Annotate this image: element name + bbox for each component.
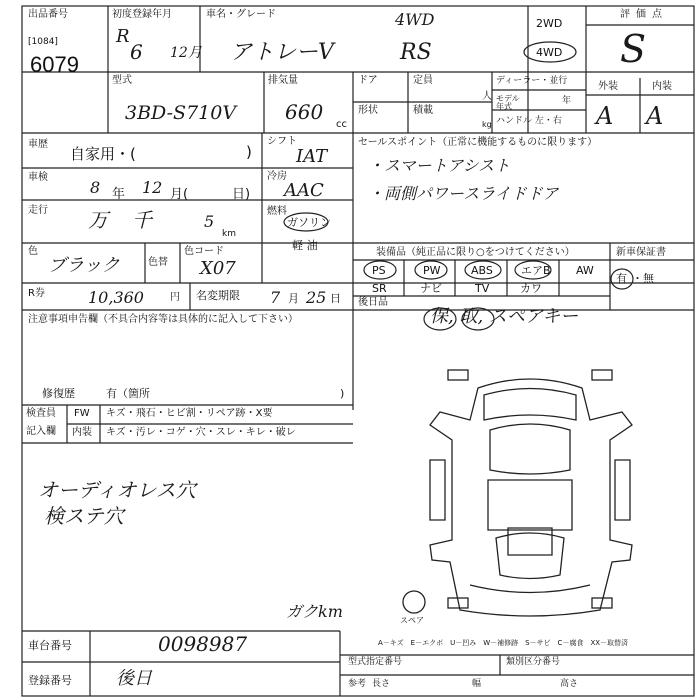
- sales-point-1: ・スマートアシスト: [368, 156, 511, 175]
- drive-2wd: 2WD: [536, 17, 563, 30]
- month-char: 月(: [170, 187, 189, 202]
- sales-label: セールスポイント（正常に機能するものに限ります）: [358, 137, 598, 148]
- reg-label: 登録番号: [28, 674, 72, 687]
- capacity-label: 定員: [413, 75, 433, 86]
- height-label: 高さ: [560, 679, 579, 689]
- day2-char: 日: [330, 292, 341, 305]
- history-label: 車歴: [28, 139, 48, 150]
- equip-leather: カワ: [520, 282, 542, 295]
- mileage-label: 走行: [28, 205, 48, 216]
- day-char: 日): [232, 187, 251, 202]
- inspector-note-2: 検ステ穴: [44, 504, 124, 528]
- ac-label: 冷房: [267, 171, 287, 182]
- equipment-label: 装備品（純正品に限り○をつけてください）: [376, 247, 575, 258]
- first-reg-label: 初度登録年月: [112, 9, 172, 20]
- inspection-month: 12: [142, 178, 163, 197]
- first-reg-era: R: [116, 26, 130, 47]
- lot-number: 6079: [30, 52, 79, 77]
- equip-pw: PW: [423, 264, 441, 277]
- damage-legend: A－キズ E－エクボ U－凹み W－補修跡 S－サビ C－腐食 XX－取替済: [378, 639, 629, 647]
- handle-label: ハンドル 左・右: [496, 116, 562, 126]
- r-ticket-value: 10,360: [88, 288, 144, 307]
- grade: RS: [400, 40, 432, 65]
- ref-label: 参考: [348, 679, 367, 689]
- car-diagram: [403, 370, 632, 616]
- kg-unit: kg: [482, 120, 492, 129]
- sales-point-2: ・両側パワースライドドア: [368, 184, 559, 203]
- later-label: 後日品: [358, 297, 388, 308]
- fuel-label: 燃料: [267, 206, 287, 217]
- displacement-unit: cc: [336, 119, 347, 130]
- dealer-label: ディーラー・並行: [496, 76, 568, 86]
- first-reg-month: 12月: [170, 45, 202, 61]
- type-label: 型式: [112, 75, 132, 86]
- mileage-km: 5: [204, 212, 215, 231]
- notes-label: 注意事項申告欄（不具合内容等は具体的に記入して下さい）: [28, 314, 298, 325]
- displacement-value: 660: [285, 100, 324, 124]
- width-label: 幅: [472, 679, 482, 689]
- shift-label: シフト: [267, 136, 297, 147]
- reg-value: 後日: [116, 668, 152, 689]
- repair-close: ): [340, 387, 345, 400]
- equip-sr: SR: [372, 282, 387, 295]
- score: S: [620, 27, 647, 71]
- repair-value: 有（箇所: [106, 387, 150, 400]
- exterior-label: 外装: [598, 81, 618, 92]
- type-value: 3BD-S710V: [125, 102, 237, 124]
- ac-value: AAC: [284, 180, 324, 201]
- inspection-label: 車検: [28, 172, 48, 183]
- fuel-diesel: 軽 油: [292, 239, 318, 252]
- interior-check-label: 内装: [72, 427, 92, 438]
- interior-label: 内装: [652, 81, 672, 92]
- history-value: 自家用・(: [70, 145, 136, 163]
- spare-label: スペア: [400, 616, 424, 625]
- fw-items: キズ・飛石・ヒビ割・リペア跡・X要: [106, 408, 273, 419]
- lot-ref: [1084]: [28, 37, 58, 47]
- inspector-label-1: 検査員: [26, 408, 56, 419]
- chassis-label: 車台番号: [28, 639, 72, 652]
- repair-label: 修復歴: [42, 387, 75, 400]
- warranty-no: ・無: [632, 272, 654, 285]
- model-year-label: モデル年式: [496, 94, 520, 111]
- year-unit: 年: [562, 96, 572, 106]
- color-label: 色: [28, 246, 38, 257]
- equip-abs: ABS: [471, 264, 493, 277]
- color-change-label: 色替: [148, 257, 168, 268]
- color-code: X07: [200, 258, 236, 279]
- equip-ps: PS: [372, 264, 386, 277]
- yen-label: 円: [170, 292, 180, 303]
- year-char: 年: [112, 187, 126, 202]
- inspector-note-1: オーディオレス穴: [38, 478, 196, 502]
- equip-tv: TV: [475, 282, 490, 295]
- inspector-note-3: ガクkm: [286, 602, 343, 621]
- length-label: 長さ: [372, 679, 391, 689]
- exterior-grade: A: [596, 102, 614, 130]
- name-change-month: 7: [270, 288, 281, 307]
- inspection-year: 8: [90, 178, 101, 197]
- equip-aw: AW: [576, 264, 594, 277]
- score-label: 評価点: [620, 9, 668, 20]
- later-value: 保, 取, スペアキー: [430, 306, 579, 327]
- month2-char: 月: [288, 292, 299, 305]
- equip-navi: ナビ: [420, 282, 442, 295]
- fuel-gas: ガソリン: [287, 216, 331, 229]
- mileage-sen: 千: [132, 208, 152, 232]
- warranty-yes: 有: [616, 272, 627, 285]
- interior-grade: A: [646, 102, 664, 130]
- drive-handwritten: 4WD: [395, 10, 435, 29]
- r-ticket-label: R券: [28, 288, 45, 299]
- history-close: ): [246, 143, 252, 161]
- lot-no-label: 出品番号: [28, 9, 68, 20]
- color-code-label: 色コード: [184, 246, 224, 257]
- shift-value: IAT: [296, 146, 328, 167]
- first-reg-year: 6: [130, 40, 143, 64]
- load-label: 積載: [413, 105, 433, 116]
- equip-airbag: エアB: [521, 264, 551, 277]
- warranty-label: 新車保証書: [616, 247, 666, 258]
- name-change-day: 25: [306, 288, 327, 307]
- class-label: 類別区分番号: [506, 657, 561, 667]
- name-change-label: 名変期限: [196, 289, 240, 302]
- door-label: ドア: [358, 75, 378, 86]
- mileage-man: 万: [88, 208, 108, 232]
- fw-label: FW: [74, 408, 90, 419]
- model-name: アトレーV: [230, 40, 334, 65]
- displacement-label: 排気量: [268, 75, 298, 86]
- inspector-label-2: 記入欄: [26, 426, 56, 437]
- interior-check-items: キズ・汚レ・コゲ・穴・スレ・キレ・破レ: [106, 427, 296, 438]
- type-designation-label: 型式指定番号: [348, 657, 403, 667]
- shape-label: 形状: [358, 105, 378, 116]
- person-unit: 人: [482, 91, 492, 102]
- drive-4wd: 4WD: [536, 46, 563, 59]
- chassis-value: 0098987: [158, 632, 248, 656]
- km-unit: km: [222, 229, 236, 239]
- model-label: 車名・グレード: [206, 9, 276, 20]
- color-value: ブラック: [48, 255, 120, 276]
